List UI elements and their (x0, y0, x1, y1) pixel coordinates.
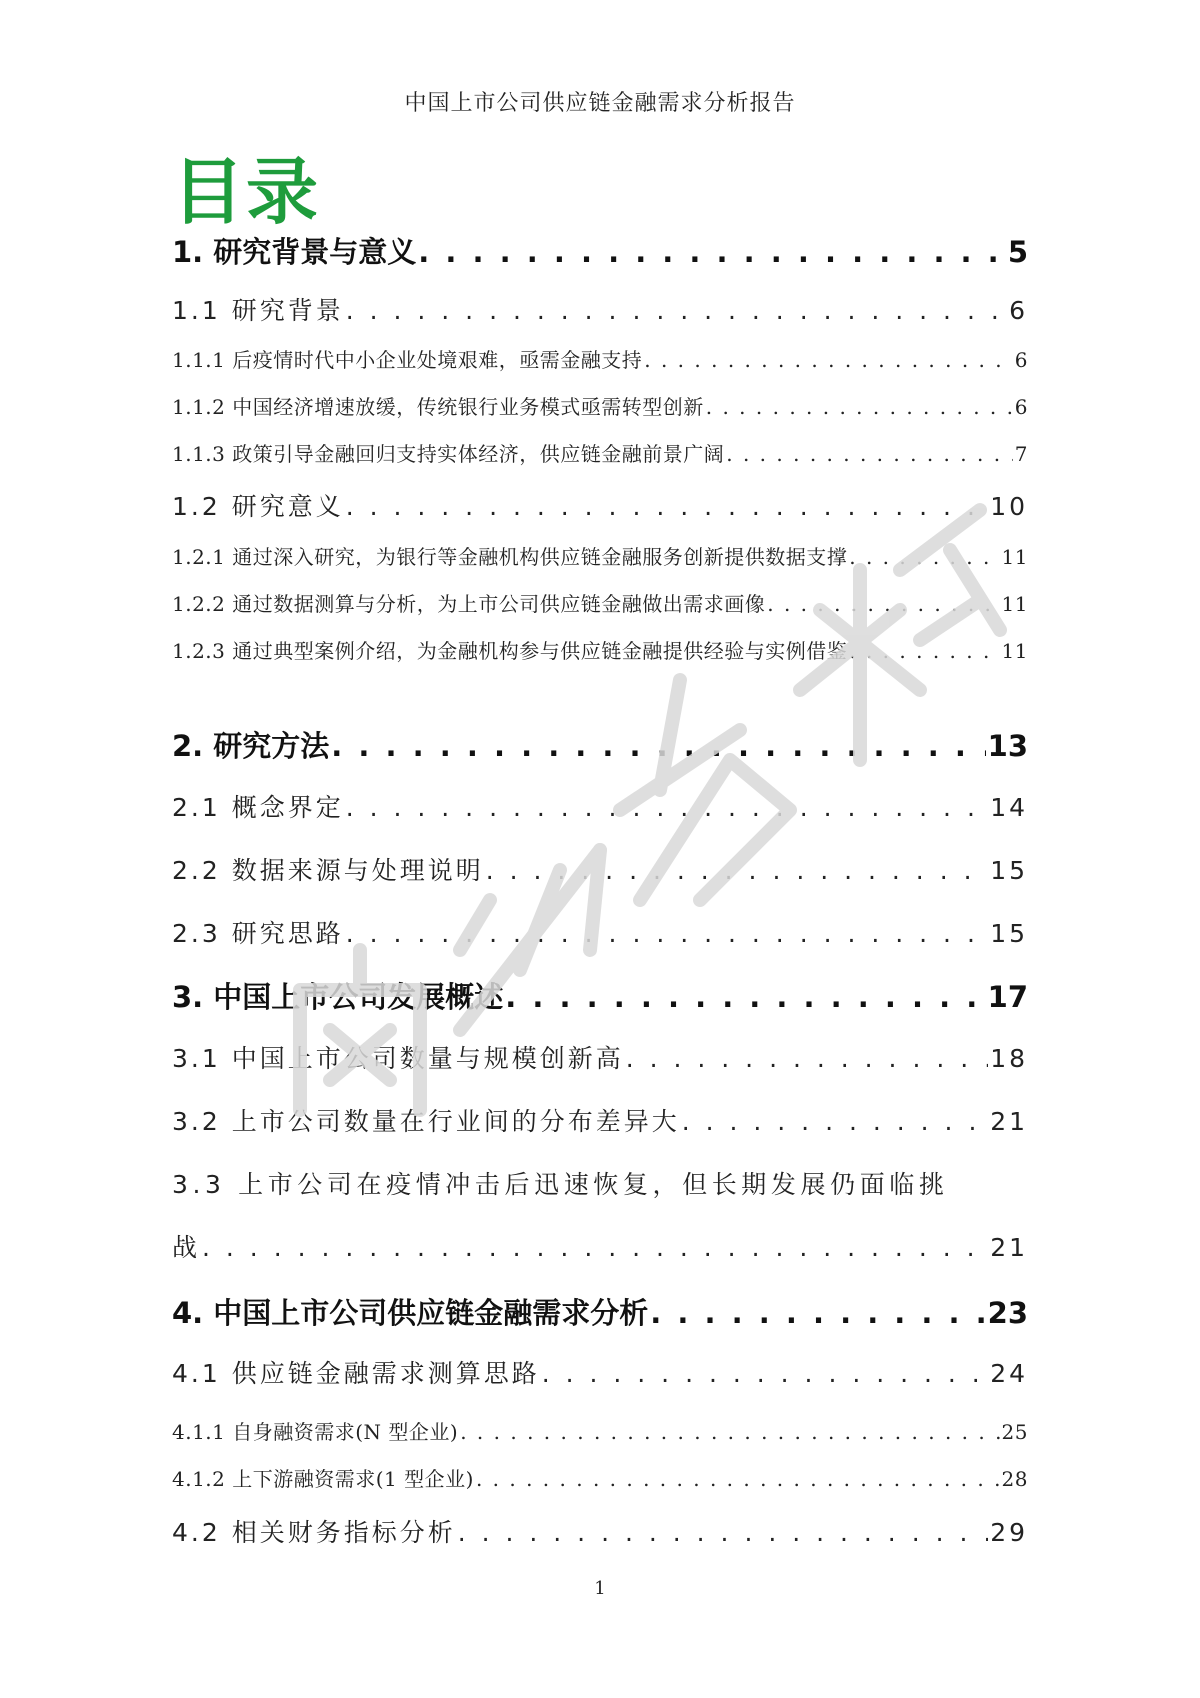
toc-entry-text: 3.1 中国上市公司数量与规模创新高 (172, 1044, 624, 1073)
dot-leader (460, 1420, 999, 1444)
toc-entry-text: 2. 研究方法 (172, 729, 330, 763)
dot-leader (458, 1518, 988, 1547)
toc-page-number: 25 (1001, 1420, 1028, 1444)
toc-entry-text: 1.2.3 通过典型案例介绍，为金融机构参与供应链金融提供经验与实例借鉴 (172, 639, 848, 663)
toc-page-number: 29 (990, 1518, 1028, 1547)
toc-page-number: 24 (990, 1359, 1028, 1388)
toc-entry[interactable] (172, 1513, 1028, 1549)
toc-page-number: 13 (987, 729, 1028, 763)
toc-entry[interactable] (172, 1354, 1028, 1390)
toc-page-number: 23 (987, 1296, 1028, 1330)
toc-page-number: 17 (987, 980, 1028, 1014)
toc-entry-continuation: 战 (172, 1233, 201, 1262)
toc-entry[interactable] (172, 391, 1028, 420)
toc-entry[interactable] (172, 914, 1028, 950)
toc-entry[interactable] (172, 851, 1028, 887)
toc-entry[interactable] (172, 1228, 1028, 1264)
toc-entry-text: 2.1 概念界定 (172, 793, 344, 822)
dot-leader (476, 1467, 1000, 1491)
toc-entry[interactable] (172, 788, 1028, 824)
toc-entry-text: 4.1.2 上下游融资需求(1 型企业) (172, 1467, 474, 1491)
toc-entry[interactable] (172, 487, 1028, 523)
toc-entry-text: 1.1.3 政策引导金融回归支持实体经济，供应链金融前景广阔 (172, 442, 725, 466)
toc-page-number: 6 (1014, 395, 1028, 419)
toc-entry-text: 2.2 数据来源与处理说明 (172, 856, 484, 885)
toc-entry-text: 4.2 相关财务指标分析 (172, 1518, 456, 1547)
dot-leader (505, 980, 985, 1014)
toc-entry-text: 3. 中国上市公司发展概述 (172, 980, 504, 1014)
dot-leader (346, 296, 1007, 325)
dot-leader (346, 919, 988, 948)
toc-page-number: 28 (1001, 1467, 1028, 1491)
toc-entry[interactable] (172, 1416, 1028, 1445)
dot-leader (542, 1359, 988, 1388)
dot-leader (650, 1296, 985, 1330)
running-header: 中国上市公司供应链金融需求分析报告 (404, 91, 796, 116)
dot-leader (346, 492, 988, 521)
dot-leader (849, 639, 999, 663)
toc-page-number: 6 (1009, 296, 1028, 325)
toc-entry-text: 3.2 上市公司数量在行业间的分布差异大 (172, 1107, 680, 1136)
toc-entry-text: 4. 中国上市公司供应链金融需求分析 (172, 1296, 649, 1330)
toc-entry[interactable] (172, 1039, 1028, 1075)
toc-entry[interactable] (172, 975, 1028, 1016)
dot-leader (202, 1233, 988, 1262)
dot-leader (418, 235, 1006, 269)
toc-page-number: 21 (990, 1233, 1028, 1262)
toc-page-number: 11 (1001, 639, 1028, 663)
toc-entry[interactable] (172, 344, 1028, 373)
toc-entry-text: 1.1.2 中国经济增速放缓，传统银行业务模式亟需转型创新 (172, 395, 704, 419)
toc-page-number: 11 (1001, 545, 1028, 569)
toc-entry-text: 4.1 供应链金融需求测算思路 (172, 1359, 540, 1388)
toc-entry-wrapped-line[interactable] (172, 1165, 1028, 1201)
dot-leader (331, 729, 985, 763)
toc-page-number: 15 (990, 856, 1028, 885)
toc-entry[interactable] (172, 1463, 1028, 1492)
toc-entry-text: 4.1.1 自身融资需求(N 型企业) (172, 1420, 459, 1444)
toc-page-number: 6 (1014, 348, 1028, 372)
toc-page-number: 10 (990, 492, 1028, 521)
toc-entry[interactable] (172, 291, 1028, 327)
toc-entry[interactable] (172, 1102, 1028, 1138)
page-number: 1 (594, 1578, 606, 1599)
toc-entry-text: 1.1.1 后疫情时代中小企业处境艰难，亟需金融支持 (172, 348, 643, 372)
toc-entry-text: 3.3 上市公司在疫情冲击后迅速恢复，但长期发展仍面临挑 (172, 1170, 949, 1199)
toc-entry[interactable] (172, 635, 1028, 664)
toc-entry-text: 2.3 研究思路 (172, 919, 344, 948)
toc-page-number: 15 (990, 919, 1028, 948)
toc-entry-text: 1.1 研究背景 (172, 296, 344, 325)
toc-title: 目录 (172, 150, 321, 234)
toc-page-number: 14 (990, 793, 1028, 822)
toc-entry[interactable] (172, 588, 1028, 617)
toc-entry[interactable] (172, 438, 1028, 467)
toc-entry-text: 1.2.1 通过深入研究，为银行等金融机构供应链金融服务创新提供数据支撑 (172, 545, 848, 569)
toc-entry-text: 1.2.2 通过数据测算与分析，为上市公司供应链金融做出需求画像 (172, 592, 766, 616)
dot-leader (706, 395, 1013, 419)
toc-entry-text: 1.2 研究意义 (172, 492, 344, 521)
toc-page-number: 7 (1014, 442, 1028, 466)
dot-leader (849, 545, 999, 569)
toc-page-number: 11 (1001, 592, 1028, 616)
toc-page-number: 18 (990, 1044, 1028, 1073)
toc-entry[interactable] (172, 724, 1028, 765)
dot-leader (626, 1044, 988, 1073)
dot-leader (644, 348, 1013, 372)
dot-leader (486, 856, 988, 885)
dot-leader (346, 793, 988, 822)
toc-page-number: 5 (1007, 235, 1028, 269)
toc-entry-text: 1. 研究背景与意义 (172, 235, 417, 269)
dot-leader (682, 1107, 988, 1136)
toc-entry[interactable] (172, 1291, 1028, 1332)
dot-leader (767, 592, 999, 616)
toc-entry[interactable] (172, 230, 1028, 271)
toc-entry[interactable] (172, 541, 1028, 570)
dot-leader (726, 442, 1013, 466)
toc-page-number: 21 (990, 1107, 1028, 1136)
